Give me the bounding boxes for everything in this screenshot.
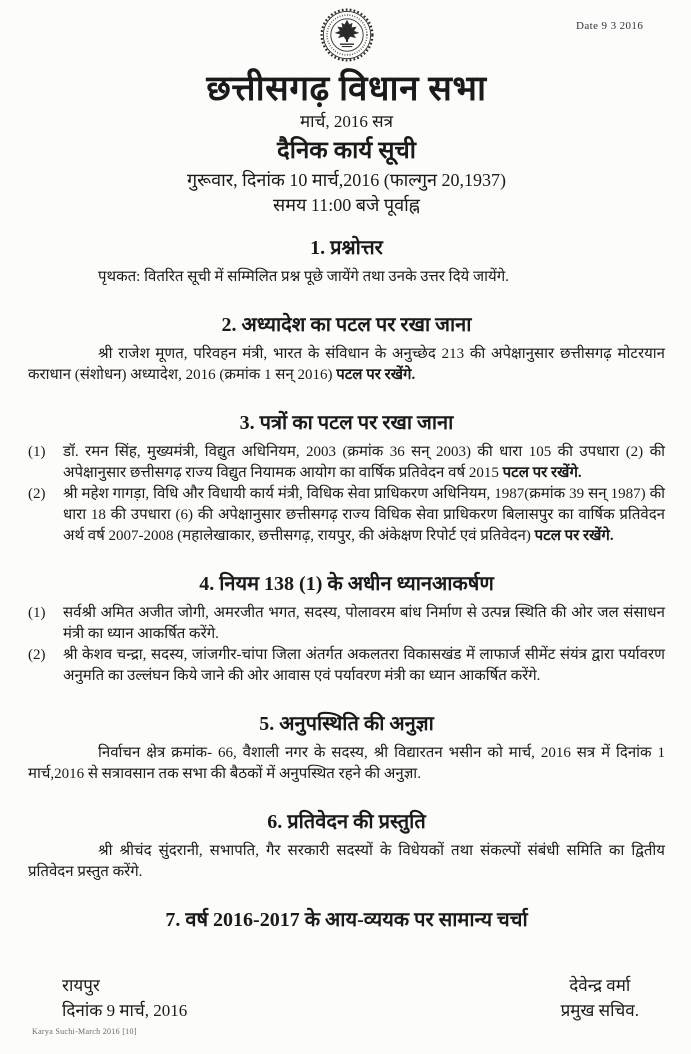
sitting-time-line: समय 11:00 बजे पूर्वाह्न <box>273 195 420 215</box>
item-text <box>63 645 665 687</box>
agenda-section-6 <box>28 811 665 883</box>
agenda-section-1 <box>28 237 665 288</box>
numbered-item <box>28 442 665 484</box>
body-text: श्री महेश गागड़ा, विधि और विधायी कार्य मंत्री, विधिक सेवा प्राधिकरण अधिनियम, 1987(क्रमांक 39 सन् 1987) की धारा 18 की उपधारा (6) की अपेक्षानुसार छत्तीसगढ़ राज्य विधिक सेवा प्राधिकरण बिलासपुर का वार्षिक प्रतिवेदन अर्थ वर्ष 2007-2008 (महालेखाकार, छत्तीसगढ़, रायपुर, की अंकेक्षण रिपोर्ट एवं प्रतिवेदन) <box>63 486 665 544</box>
item-number: (1) <box>28 444 46 460</box>
section-heading: 1. प्रश्नोत्तर <box>310 237 383 259</box>
signatory-title: प्रमुख सचिव. <box>560 1001 639 1020</box>
item-text <box>63 484 665 547</box>
agenda-section-4 <box>28 573 665 687</box>
section-heading: 3. पत्रों का पटल पर रखा जाना <box>239 412 454 434</box>
vidhan-sabha-seal-icon <box>28 0 665 69</box>
body-text: श्री श्रीचंद सुंदरानी, सभापति, गैर सरकारी सदस्यों के विधेयकों तथा संकल्पों संबंधी समिति का द्वितीय प्रतिवेदन प्रस्तुत करेंगे. <box>28 843 665 880</box>
numbered-item <box>28 484 665 547</box>
item-text <box>63 442 665 484</box>
item-text <box>63 603 665 645</box>
section-paragraph <box>28 743 665 785</box>
bold-action-text: पटल पर रखेंगे. <box>336 367 416 383</box>
signoff-date: दिनांक 9 मार्च, 2016 <box>62 1001 188 1020</box>
document-title: दैनिक कार्य सूची <box>277 138 416 164</box>
body-text: श्री केशव चन्द्रा, सदस्य, जांजगीर-चांपा जिला अंतर्गत अकलतरा विकासखंड में लाफार्ज सीमेंट संयंत्र द्वारा पर्यावरण अनुमति का उल्लंघन किये जाने की ओर आवास एवं पर्यावरण मंत्री का ध्यान आकर्षित करेंगे. <box>63 647 665 684</box>
signoff-place: रायपुर <box>62 976 100 995</box>
signatory-block <box>561 973 639 1023</box>
section-heading: 7. वर्ष 2016-2017 के आय-व्ययक पर सामान्य चर्चा <box>165 909 528 931</box>
section-heading: 5. अनुपस्थिति की अनुज्ञा <box>259 713 434 735</box>
signoff-place-date <box>62 973 187 1023</box>
bold-action-text: पटल पर रखेंगे. <box>534 528 614 544</box>
item-number: (2) <box>28 647 46 663</box>
item-number: (2) <box>28 486 46 502</box>
signoff-block <box>28 973 665 1023</box>
section-paragraph <box>28 267 665 288</box>
numbered-item <box>28 645 665 687</box>
numbered-item <box>28 603 665 645</box>
print-reference-code: Karya Suchi-March 2016 [10] <box>32 1027 137 1036</box>
body-text: पृथकत: वितरित सूची में सम्मिलित प्रश्न पूछे जायेंगे तथा उनके उत्तर दिये जायेंगे. <box>98 269 509 285</box>
item-number: (1) <box>28 605 46 621</box>
assembly-title: छत्तीसगढ़ विधान सभा <box>206 69 487 108</box>
agenda-section-3 <box>28 412 665 547</box>
bold-action-text: पटल पर रखेंगे. <box>502 465 582 481</box>
body-text: निर्वाचन क्षेत्र क्रमांक- 66, वैशाली नगर के सदस्य, श्री विद्यारतन भसीन को मार्च, 2016 सत्र में दिनांक 1 मार्च,2016 से सत्रावसान तक सभा की बैठकों में अनुपस्थित रहने की अनुज्ञा. <box>28 745 665 782</box>
body-text: श्री राजेश मूणत, परिवहन मंत्री, भारत के संविधान के अनुच्छेद 213 की अपेक्षानुसार छत्तीसगढ़ मोटरयान कराधान (संशोधन) अध्यादेश, 2016 (क्रमांक 1 सन् 2016) <box>28 346 665 383</box>
section-paragraph <box>28 841 665 883</box>
body-text: सर्वश्री अमित अजीत जोगी, अमरजीत भगत, सदस्य, पोलावरम बांध निर्माण से उत्पन्न स्थिति की ओर जल संसाधन मंत्री का ध्यान आकर्षित करेंगे. <box>63 605 665 642</box>
section-paragraph <box>28 344 665 386</box>
section-heading: 6. प्रतिवेदन की प्रस्तुति <box>267 811 426 833</box>
agenda-section-7 <box>28 909 665 931</box>
agenda-sections <box>28 237 665 931</box>
section-heading: 4. नियम 138 (1) के अधीन ध्यानआकर्षण <box>199 573 494 595</box>
agenda-section-5 <box>28 713 665 785</box>
signatory-name: देवेन्द्र वर्मा <box>569 976 631 995</box>
section-heading: 2. अध्यादेश का पटल पर रखा जाना <box>221 314 472 336</box>
session-line: मार्च, 2016 सत्र <box>300 112 393 131</box>
sitting-date-line: गुरूवार, दिनांक 10 मार्च,2016 (फाल्गुन 20,1937) <box>187 170 506 190</box>
handwritten-date-note: Date 9 3 2016 <box>576 20 644 32</box>
body-text: डॉ. रमन सिंह, मुख्यमंत्री, विद्युत अधिनियम, 2003 (क्रमांक 36 सन् 2003) की धारा 105 की उपधारा (2) की अपेक्षानुसार छत्तीसगढ़ राज्य विद्युत नियामक आयोग का वार्षिक प्रतिवेदन वर्ष 2015 <box>63 444 665 481</box>
agenda-section-2 <box>28 314 665 386</box>
